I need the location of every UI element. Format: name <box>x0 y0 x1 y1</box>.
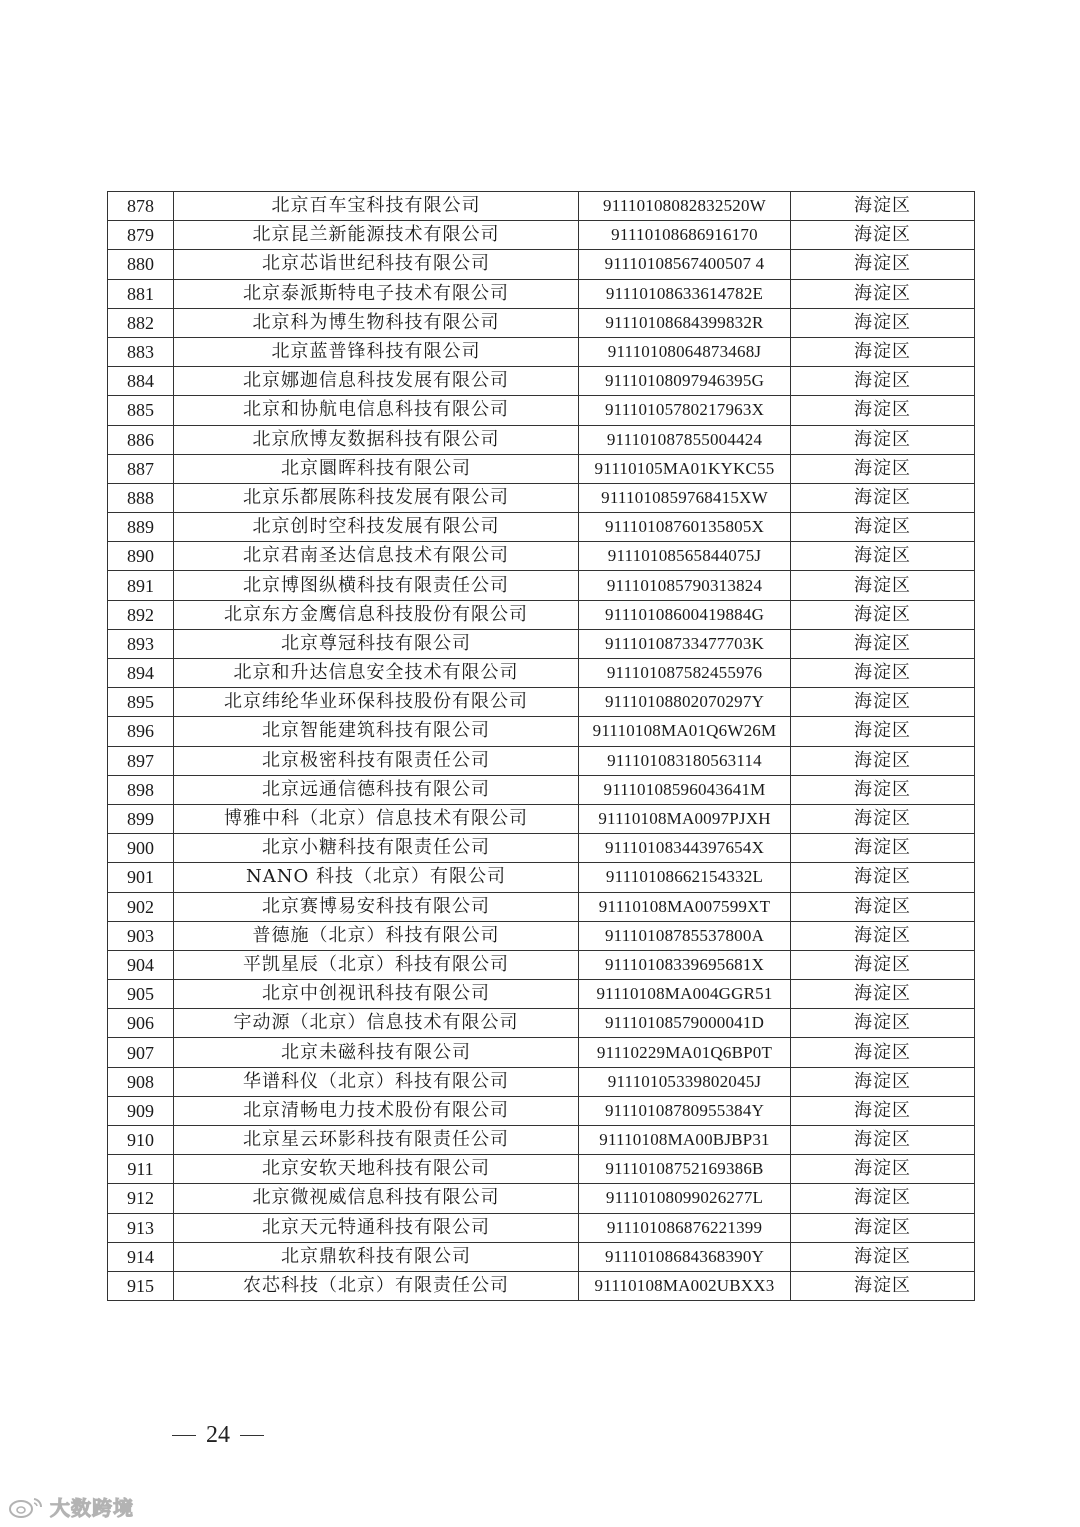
table-row <box>108 425 975 454</box>
credit-code-cell: 91110105780217963X <box>579 396 791 425</box>
table-row <box>108 396 975 425</box>
table-row <box>108 250 975 279</box>
row-number-cell: 899 <box>108 804 174 833</box>
company-name-cell: 北京博图纵横科技有限责任公司 <box>174 571 579 600</box>
page-number-dash-right <box>240 1435 264 1436</box>
district-cell: 海淀区 <box>791 192 975 221</box>
credit-code-cell: 91110108MA00BJBP31 <box>579 1126 791 1155</box>
table-row <box>108 337 975 366</box>
district-cell: 海淀区 <box>791 250 975 279</box>
district-cell: 海淀区 <box>791 221 975 250</box>
company-name-cell: 北京天元特通科技有限公司 <box>174 1213 579 1242</box>
district-cell: 海淀区 <box>791 1184 975 1213</box>
company-name-cell: 北京芯诣世纪科技有限公司 <box>174 250 579 279</box>
table-row <box>108 1126 975 1155</box>
credit-code-cell: 91110108339695681X <box>579 950 791 979</box>
credit-code-cell: 91110108MA002UBXX3 <box>579 1271 791 1300</box>
company-name-cell: 北京蓝普锋科技有限公司 <box>174 337 579 366</box>
credit-code-cell: 911101083180563114 <box>579 746 791 775</box>
table-row <box>108 1184 975 1213</box>
table-row <box>108 804 975 833</box>
row-number-cell: 903 <box>108 921 174 950</box>
district-cell: 海淀区 <box>791 980 975 1009</box>
district-cell: 海淀区 <box>791 775 975 804</box>
row-number-cell: 893 <box>108 629 174 658</box>
table-row <box>108 892 975 921</box>
row-number-cell: 909 <box>108 1096 174 1125</box>
credit-code-cell: 91110229MA01Q6BP0T <box>579 1038 791 1067</box>
credit-code-cell: 91110108684368390Y <box>579 1242 791 1271</box>
table-row <box>108 1271 975 1300</box>
table-row <box>108 746 975 775</box>
district-cell: 海淀区 <box>791 513 975 542</box>
company-name-cell: 北京鼎软科技有限公司 <box>174 1242 579 1271</box>
credit-code-cell: 91110108785537800A <box>579 921 791 950</box>
credit-code-cell: 91110108596043641M <box>579 775 791 804</box>
district-cell: 海淀区 <box>791 892 975 921</box>
row-number-cell: 879 <box>108 221 174 250</box>
company-table <box>107 191 975 1301</box>
table-row <box>108 1242 975 1271</box>
table-row <box>108 279 975 308</box>
row-number-cell: 878 <box>108 192 174 221</box>
row-number-cell: 888 <box>108 483 174 512</box>
table-row <box>108 367 975 396</box>
district-cell: 海淀区 <box>791 600 975 629</box>
credit-code-cell: 91110108760135805X <box>579 513 791 542</box>
table-row <box>108 659 975 688</box>
row-number-cell: 908 <box>108 1067 174 1096</box>
credit-code-cell: 91110108662154332L <box>579 863 791 892</box>
company-name-cell: 北京娜迦信息科技发展有限公司 <box>174 367 579 396</box>
row-number-cell: 915 <box>108 1271 174 1300</box>
company-name-cell: 普德施（北京）科技有限公司 <box>174 921 579 950</box>
row-number-cell: 897 <box>108 746 174 775</box>
credit-code-cell: 91110108780955384Y <box>579 1096 791 1125</box>
company-name-cell: 宇动源（北京）信息技术有限公司 <box>174 1009 579 1038</box>
page-number <box>172 1422 272 1449</box>
district-cell: 海淀区 <box>791 396 975 425</box>
row-number-cell: 883 <box>108 337 174 366</box>
table-row <box>108 980 975 1009</box>
table-row <box>108 629 975 658</box>
district-cell: 海淀区 <box>791 337 975 366</box>
company-name-cell: NANO 科技（北京）有限公司 <box>174 863 579 892</box>
company-name-cell: 北京圜晖科技有限公司 <box>174 454 579 483</box>
company-name-cell: 北京安软天地科技有限公司 <box>174 1155 579 1184</box>
row-number-cell: 885 <box>108 396 174 425</box>
company-name-cell: 北京创时空科技发展有限公司 <box>174 513 579 542</box>
district-cell: 海淀区 <box>791 804 975 833</box>
table-row <box>108 1067 975 1096</box>
credit-code-cell: 91110108802070297Y <box>579 688 791 717</box>
company-name-cell: 平凯星辰（北京）科技有限公司 <box>174 950 579 979</box>
credit-code-cell: 91110105MA01KYKC55 <box>579 454 791 483</box>
credit-code-cell: 91110108565844075J <box>579 542 791 571</box>
row-number-cell: 907 <box>108 1038 174 1067</box>
row-number-cell: 898 <box>108 775 174 804</box>
credit-code-cell: 91110108684399832R <box>579 308 791 337</box>
company-name-cell: 北京科为博生物科技有限公司 <box>174 308 579 337</box>
row-number-cell: 900 <box>108 834 174 863</box>
credit-code-cell: 91110108752169386B <box>579 1155 791 1184</box>
credit-code-cell: 91110108686916170 <box>579 221 791 250</box>
company-name-cell: 华谱科仪（北京）科技有限公司 <box>174 1067 579 1096</box>
district-cell: 海淀区 <box>791 688 975 717</box>
credit-code-cell: 91110108579000041D <box>579 1009 791 1038</box>
table-row <box>108 950 975 979</box>
company-name-cell: 北京微视威信息科技有限公司 <box>174 1184 579 1213</box>
company-name-cell: 北京乐都展陈科技发展有限公司 <box>174 483 579 512</box>
row-number-cell: 913 <box>108 1213 174 1242</box>
credit-code-cell: 91110105339802045J <box>579 1067 791 1096</box>
row-number-cell: 882 <box>108 308 174 337</box>
page-number-value: 24 <box>206 1422 230 1448</box>
credit-code-cell: 91110108MA004GGR51 <box>579 980 791 1009</box>
district-cell: 海淀区 <box>791 834 975 863</box>
table-row <box>108 688 975 717</box>
row-number-cell: 887 <box>108 454 174 483</box>
row-number-cell: 880 <box>108 250 174 279</box>
district-cell: 海淀区 <box>791 717 975 746</box>
table-row <box>108 571 975 600</box>
company-name-cell: 北京泰派斯特电子技术有限公司 <box>174 279 579 308</box>
table-row <box>108 921 975 950</box>
table-row <box>108 483 975 512</box>
row-number-cell: 914 <box>108 1242 174 1271</box>
company-name-cell: 北京君南圣达信息技术有限公司 <box>174 542 579 571</box>
credit-code-cell: 91110108600419884G <box>579 600 791 629</box>
table-row <box>108 308 975 337</box>
row-number-cell: 881 <box>108 279 174 308</box>
row-number-cell: 891 <box>108 571 174 600</box>
company-name-cell: 北京未磁科技有限公司 <box>174 1038 579 1067</box>
credit-code-cell: 91110108MA01Q6W26M <box>579 717 791 746</box>
table-row <box>108 513 975 542</box>
row-number-cell: 886 <box>108 425 174 454</box>
district-cell: 海淀区 <box>791 571 975 600</box>
district-cell: 海淀区 <box>791 1155 975 1184</box>
credit-code-cell: 91110108064873468J <box>579 337 791 366</box>
row-number-cell: 905 <box>108 980 174 1009</box>
credit-code-cell: 91110108099026277L <box>579 1184 791 1213</box>
credit-code-cell: 91110108082832520W <box>579 192 791 221</box>
row-number-cell: 901 <box>108 863 174 892</box>
row-number-cell: 884 <box>108 367 174 396</box>
district-cell: 海淀区 <box>791 1067 975 1096</box>
company-name-cell: 北京星云环影科技有限责任公司 <box>174 1126 579 1155</box>
table-row <box>108 717 975 746</box>
row-number-cell: 910 <box>108 1126 174 1155</box>
credit-code-cell: 911101086876221399 <box>579 1213 791 1242</box>
row-number-cell: 894 <box>108 659 174 688</box>
district-cell: 海淀区 <box>791 1038 975 1067</box>
company-name-cell: 北京小糖科技有限责任公司 <box>174 834 579 863</box>
company-name-cell: 博雅中科（北京）信息技术有限公司 <box>174 804 579 833</box>
table-body <box>108 192 975 1301</box>
table-row <box>108 1038 975 1067</box>
credit-code-cell: 91110108733477703K <box>579 629 791 658</box>
district-cell: 海淀区 <box>791 863 975 892</box>
company-name-cell: 北京远通信德科技有限公司 <box>174 775 579 804</box>
credit-code-cell: 9111010859768415XW <box>579 483 791 512</box>
company-name-cell: 北京欣博友数据科技有限公司 <box>174 425 579 454</box>
district-cell: 海淀区 <box>791 483 975 512</box>
row-number-cell: 911 <box>108 1155 174 1184</box>
row-number-cell: 889 <box>108 513 174 542</box>
table-row <box>108 1155 975 1184</box>
district-cell: 海淀区 <box>791 1271 975 1300</box>
district-cell: 海淀区 <box>791 1213 975 1242</box>
credit-code-cell: 91110108097946395G <box>579 367 791 396</box>
district-cell: 海淀区 <box>791 308 975 337</box>
table-row <box>108 834 975 863</box>
company-name-cell: 北京极密科技有限责任公司 <box>174 746 579 775</box>
row-number-cell: 895 <box>108 688 174 717</box>
page-number-dash-left <box>172 1435 196 1436</box>
company-name-cell: 农芯科技（北京）有限责任公司 <box>174 1271 579 1300</box>
company-name-cell: 北京百车宝科技有限公司 <box>174 192 579 221</box>
district-cell: 海淀区 <box>791 629 975 658</box>
district-cell: 海淀区 <box>791 279 975 308</box>
table-row <box>108 454 975 483</box>
district-cell: 海淀区 <box>791 367 975 396</box>
row-number-cell: 896 <box>108 717 174 746</box>
company-name-cell: 北京和协航电信息科技有限公司 <box>174 396 579 425</box>
table-row <box>108 1096 975 1125</box>
district-cell: 海淀区 <box>791 746 975 775</box>
credit-code-cell: 911101085790313824 <box>579 571 791 600</box>
table-row <box>108 863 975 892</box>
district-cell: 海淀区 <box>791 950 975 979</box>
table-row <box>108 192 975 221</box>
company-name-cell: 北京清畅电力技术股份有限公司 <box>174 1096 579 1125</box>
credit-code-cell: 91110108344397654X <box>579 834 791 863</box>
district-cell: 海淀区 <box>791 921 975 950</box>
table-row <box>108 1009 975 1038</box>
row-number-cell: 890 <box>108 542 174 571</box>
table-row <box>108 542 975 571</box>
credit-code-cell: 91110108567400507 4 <box>579 250 791 279</box>
district-cell: 海淀区 <box>791 1242 975 1271</box>
company-name-cell: 北京纬纶华业环保科技股份有限公司 <box>174 688 579 717</box>
district-cell: 海淀区 <box>791 1009 975 1038</box>
row-number-cell: 912 <box>108 1184 174 1213</box>
credit-code-cell: 91110108633614782E <box>579 279 791 308</box>
credit-code-cell: 91110108MA0097PJXH <box>579 804 791 833</box>
table-row <box>108 775 975 804</box>
table-row <box>108 1213 975 1242</box>
table-row <box>108 221 975 250</box>
company-name-cell: 北京东方金鹰信息科技股份有限公司 <box>174 600 579 629</box>
credit-code-cell: 91110108MA007599XT <box>579 892 791 921</box>
row-number-cell: 902 <box>108 892 174 921</box>
table-row <box>108 600 975 629</box>
watermark <box>8 1492 134 1521</box>
company-name-cell: 北京智能建筑科技有限公司 <box>174 717 579 746</box>
district-cell: 海淀区 <box>791 542 975 571</box>
district-cell: 海淀区 <box>791 659 975 688</box>
company-name-cell: 北京中创视讯科技有限公司 <box>174 980 579 1009</box>
district-cell: 海淀区 <box>791 1096 975 1125</box>
district-cell: 海淀区 <box>791 1126 975 1155</box>
company-name-cell: 北京昆兰新能源技术有限公司 <box>174 221 579 250</box>
company-name-cell: 北京尊冠科技有限公司 <box>174 629 579 658</box>
credit-code-cell: 911101087855004424 <box>579 425 791 454</box>
weibo-logo-icon <box>8 1494 46 1520</box>
row-number-cell: 904 <box>108 950 174 979</box>
row-number-cell: 892 <box>108 600 174 629</box>
district-cell: 海淀区 <box>791 454 975 483</box>
watermark-text: 大数跨境 <box>50 1496 134 1520</box>
credit-code-cell: 911101087582455976 <box>579 659 791 688</box>
company-name-cell: 北京赛博易安科技有限公司 <box>174 892 579 921</box>
row-number-cell: 906 <box>108 1009 174 1038</box>
district-cell: 海淀区 <box>791 425 975 454</box>
company-name-cell: 北京和升达信息安全技术有限公司 <box>174 659 579 688</box>
